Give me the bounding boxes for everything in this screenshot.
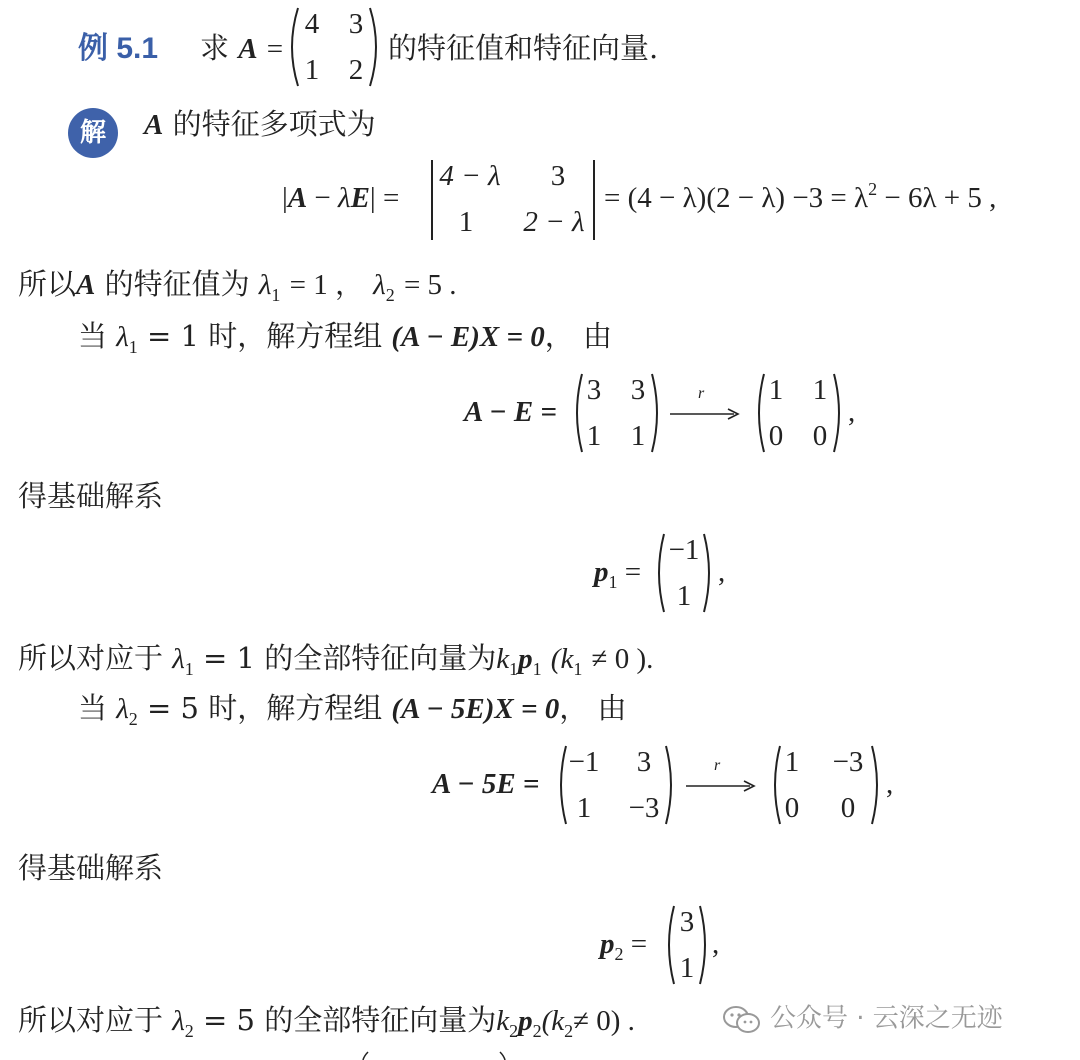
case2-m2-cell: −3: [832, 746, 864, 778]
example-question-suffix: 的特征值和特征向量.: [388, 31, 659, 65]
det-cell: 3: [550, 160, 566, 192]
case1-p-lhs: $p_1$ =: [594, 556, 642, 592]
case1-m2-cell: 0: [768, 420, 784, 452]
cropped-matrix-top: [360, 1050, 510, 1060]
case2-m2-cell: 0: [784, 792, 800, 824]
question-matrix-cell: 1: [304, 54, 320, 86]
det-cell: 1: [458, 206, 474, 238]
case2-m1-cell: −3: [628, 792, 660, 824]
case1-m2-cell: 1: [768, 374, 784, 406]
case1-m1-cell: 1: [630, 420, 646, 452]
case1-m1-cell: 1: [586, 420, 602, 452]
case1-arrow-label: r: [698, 385, 705, 402]
case1-comma: ,: [848, 396, 856, 428]
case1-m1-cell: 3: [586, 374, 602, 406]
case2-m1-cell: 1: [576, 792, 592, 824]
case2-m1-cell: −1: [568, 746, 600, 778]
watermark: [722, 1000, 1003, 1037]
case2-comma: ,: [886, 768, 894, 800]
question-matrix-cell: 4: [304, 8, 320, 40]
question-matrix-cell: 2: [348, 54, 364, 86]
example-label: 例 5.1: [78, 32, 159, 65]
case1-vector-cell: −1: [668, 534, 700, 566]
case1-intro: 当 $\lambda_1 = 1$ 时，解方程组 (A − E)X = 0， 由: [78, 319, 612, 357]
det-cell: 4 − λ: [439, 160, 501, 192]
case1-basis-text: 得基础解系: [18, 479, 164, 513]
case1-conclusion: 所以对应于 $\lambda_1 = 1$ 的全部特征向量为$k_1p_1$ ($k_1 \ne 0$ ).: [18, 641, 654, 679]
case2-m2-cell: 1: [784, 746, 800, 778]
case2-p-comma: ,: [712, 928, 720, 960]
case1-lhs: A − E =: [464, 396, 557, 428]
det-rhs: = $(4 - \lambda)(2 - \lambda) -3 = \lambda^2 - 6\lambda + 5$ ,: [604, 179, 997, 214]
det-lhs: |A − λE| =: [282, 182, 400, 214]
wechat-icon: [722, 1003, 762, 1035]
case2-vector-cell: 1: [679, 952, 695, 984]
case1-arrow: [668, 404, 742, 424]
example-question-prefix: 求 A =: [200, 31, 284, 65]
example-heading: [78, 28, 158, 69]
case2-basis-text: 得基础解系: [18, 851, 164, 885]
case2-p-lhs: $p_2$ =: [600, 928, 648, 964]
case1-m2-cell: 1: [812, 374, 828, 406]
case2-conclusion: 所以对应于 $\lambda_2 = 5$ 的全部特征向量为$k_2p_2(k_2\ne 0)$ .: [18, 1003, 635, 1041]
eigenvalues-line: 所以A 的特征值为 $\lambda_1 = 1$ ， $\lambda_2 = 5$ .: [18, 267, 457, 305]
case1-p-comma: ,: [718, 556, 726, 588]
solution-badge: 解: [68, 108, 118, 158]
case1-m2-cell: 0: [812, 420, 828, 452]
case2-arrow: [684, 776, 758, 796]
watermark-text: 公众号 · 云深之无迹: [770, 1003, 1003, 1034]
case1-m1-cell: 3: [630, 374, 646, 406]
case2-lhs: A − 5E =: [432, 768, 540, 800]
case2-intro: 当 $\lambda_2 = 5$ 时，解方程组 (A − 5E)X = 0， 由: [78, 691, 627, 729]
case2-m2-cell: 0: [840, 792, 856, 824]
case2-arrow-label: r: [714, 757, 721, 774]
det-cell: 2 − λ: [523, 206, 585, 238]
case2-vector-cell: 3: [679, 906, 695, 938]
case2-m1-cell: 3: [636, 746, 652, 778]
solution-line1: A 的特征多项式为: [144, 107, 376, 141]
case1-vector-cell: 1: [676, 580, 692, 612]
question-matrix-cell: 3: [348, 8, 364, 40]
